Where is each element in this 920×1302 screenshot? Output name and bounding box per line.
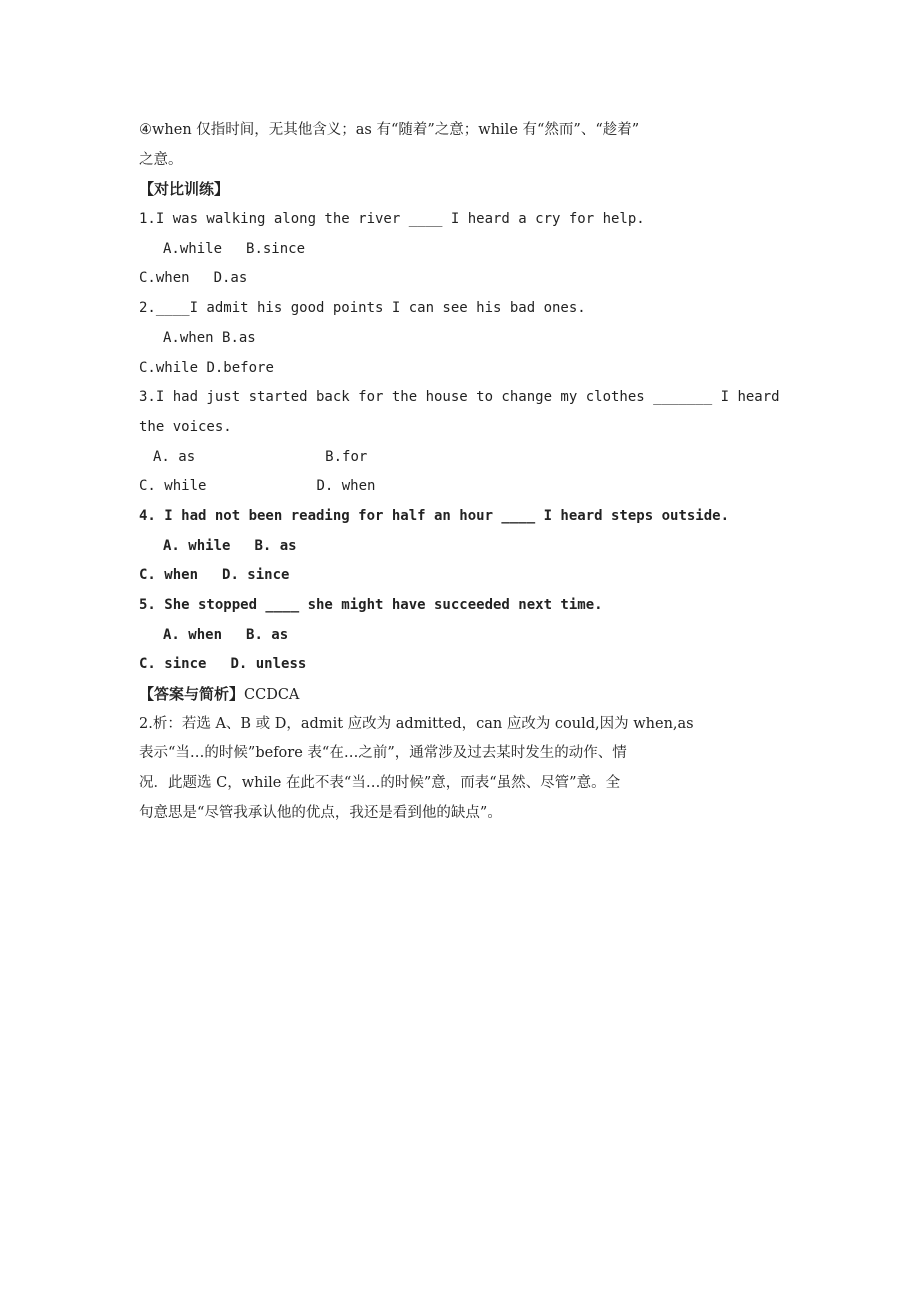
- question-5-options-ab: [139, 621, 799, 651]
- analysis-line-2: 表示“当…的时候”before 表“在…之前”，通常涉及过去某时发生的动作、情: [139, 745, 627, 762]
- analysis-line-4: 句意思是“尽管我承认他的优点，我还是看到他的缺点”。: [139, 804, 502, 821]
- question-1-options-ab: [139, 235, 799, 265]
- document-content: [139, 116, 799, 829]
- question-4-stem: 4. I had not been reading for half an hour ____ I heard steps outside.: [139, 507, 730, 524]
- answers-heading: 【答案与简析】: [139, 685, 245, 704]
- question-5-options-cd: [139, 650, 799, 680]
- question-1-options-cd: [139, 264, 799, 294]
- question-3-option-a: A. as: [153, 448, 196, 465]
- question-3-stem: 3.I had just started back for the house to change my clothes _______ I heard: [139, 389, 780, 406]
- analysis-line-3: 况．此题选 C，while 在此不表“当…的时候”意，而表“虽然、尽管”意。全: [139, 775, 621, 792]
- answers-heading-line: [139, 680, 799, 710]
- question-2-options-ab: [139, 324, 799, 354]
- question-5-option-b: B. as: [246, 626, 289, 643]
- question-2-option-d: D.before: [206, 359, 274, 376]
- analysis-line-1: 2.析：若选 A、B 或 D，admit 应改为 admitted，can 应改为 could,因为 when,as: [139, 715, 694, 732]
- question-3-option-b: B.for: [325, 448, 368, 465]
- question-3-options-cd: [139, 472, 799, 502]
- question-5-option-a: A. when: [163, 626, 223, 643]
- question-1-option-d: D.as: [213, 270, 248, 287]
- question-5-option-c: C. since: [139, 656, 207, 673]
- question-1-option-a: A.while: [163, 240, 223, 257]
- answers-key: CCDCA: [244, 687, 300, 704]
- question-4-option-d: D. since: [222, 567, 290, 584]
- question-4-option-b: B. as: [254, 537, 297, 554]
- question-5-stem: 5. She stopped ____ she might have succeeded next time.: [139, 597, 603, 613]
- question-4-options-cd: [139, 561, 799, 591]
- question-3-option-d: D. when: [316, 478, 376, 495]
- question-3-stem-continued: the voices.: [139, 418, 232, 435]
- question-4-option-c: C. when: [139, 567, 199, 584]
- question-1-option-c: C.when: [139, 270, 190, 287]
- note-line-1: ④when 仅指时间，无其他含义；as 有“随着”之意；while 有“然而”、“趁着”: [139, 122, 640, 138]
- question-4-options-ab: [139, 532, 799, 562]
- question-2-option-a: A.when: [163, 329, 214, 346]
- question-3-option-c: C. while: [139, 478, 207, 495]
- question-5-option-d: D. unless: [230, 656, 307, 673]
- question-2-option-b: B.as: [222, 329, 256, 346]
- practice-heading: 【对比训练】: [139, 180, 230, 199]
- question-2-stem: 2.____I admit his good points I can see his bad ones.: [139, 300, 586, 317]
- question-1-option-b: B.since: [246, 240, 306, 257]
- question-4-option-a: A. while: [163, 537, 231, 554]
- question-3-options-ab: [139, 443, 799, 473]
- question-2-option-c: C.while: [139, 359, 199, 376]
- question-2-options-cd: [139, 354, 799, 384]
- question-1-stem: 1.I was walking along the river ____ I heard a cry for help.: [139, 211, 645, 228]
- note-line-2: 之意。: [139, 151, 183, 168]
